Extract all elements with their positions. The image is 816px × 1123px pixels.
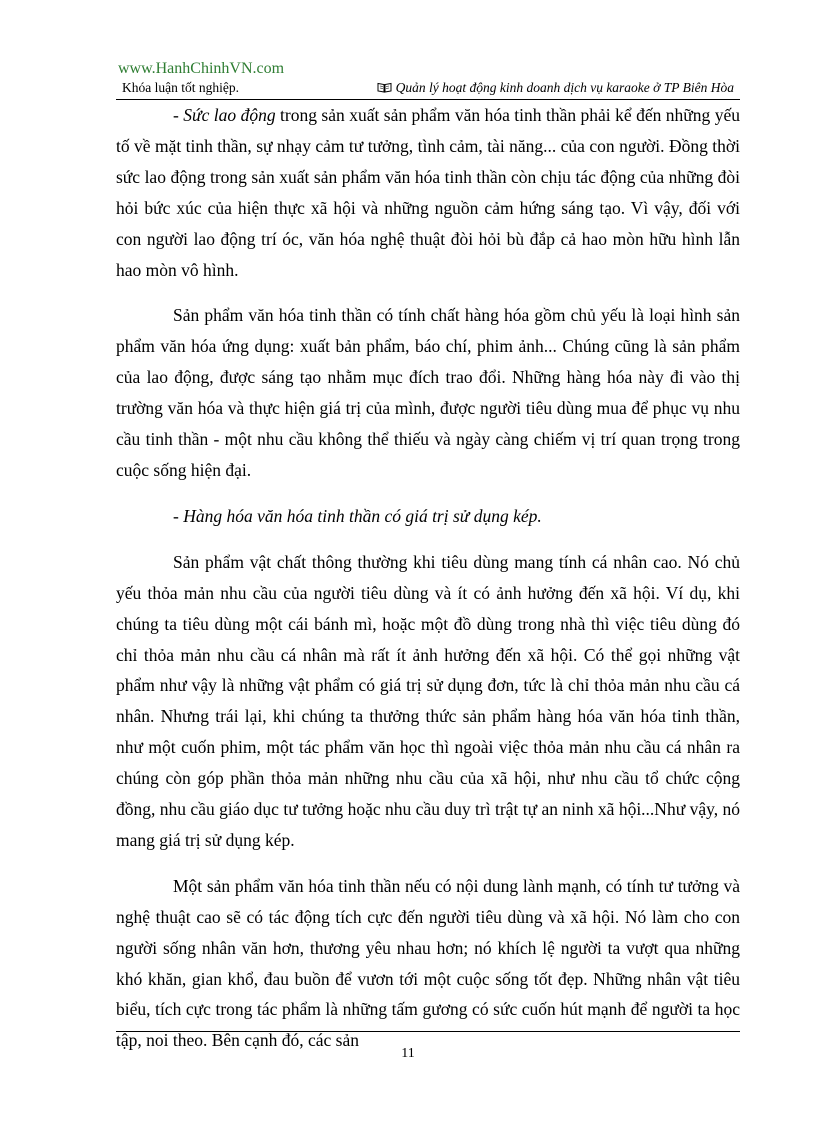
paragraph-labor — [116, 100, 740, 285]
page-header — [116, 80, 740, 100]
header-title — [377, 80, 734, 96]
header-thesis-label: Khóa luận tốt nghiệp. — [122, 80, 239, 95]
footer-divider — [116, 1031, 740, 1032]
paragraph-cultural-goods: Sản phẩm văn hóa tinh thần có tính chất hàng hóa gồm chủ yếu là loại hình sản phẩm văn hóa ứng dụng: xuất bản phẩm, báo chí, phim ảnh... Chúng cũng là sản phẩm của lao động, được sáng tạo nhằm mục đích trao đổi. Những hàng hóa này đi vào thị trường văn hóa và thực hiện giá trị của mình, được người tiêu dùng mua để phục vụ nhu cầu tinh thần - một nhu cầu không thể thiếu và ngày càng chiếm vị trí quan trọng trong cuộc sống hiện đại. — [116, 305, 740, 480]
paragraph-positive-impact: Một sản phẩm văn hóa tinh thần nếu có nội dung lành mạnh, có tính tư tưởng và nghệ thuật cao sẽ có tác động tích cực đến người tiêu dùng và xã hội. Nó làm cho con người sống nhân văn hơn, thương yêu nhau hơn; nó khích lệ người ta vượt qua những khó khăn, gian khổ, đau buồn để vươn tới một cuộc sống tốt đẹp. Những nhân vật tiêu biểu, tích cực trong tác phẩm là những tấm gương có sức cuốn hút mạnh để người ta học tập, noi theo. Bên cạnh đó, các sản — [116, 875, 740, 1051]
book-icon — [377, 82, 392, 93]
paragraph-dual-value-heading: - Hàng hóa văn hóa tinh thần có giá trị sử dụng kép. — [173, 505, 542, 526]
header-title-text: Quản lý hoạt động kinh doanh dịch vụ karaoke ở TP Biên Hòa — [395, 80, 734, 95]
site-link[interactable]: www.HanhChinhVN.com — [118, 60, 285, 77]
page-number: 11 — [401, 1046, 415, 1061]
paragraph-labor-lead: - Sức lao động — [173, 105, 276, 125]
paragraph-labor-text: trong sản xuất sản phẩm văn hóa tinh thần phải kể đến những yếu tố về mặt tinh thần, sự nhạy cảm tư tưởng, tình cảm, tài năng... của con người. Đồng thời sức lao động trong sản xuất sản phẩm văn hóa tinh thần còn chịu tác động của những đòi hỏi bức xúc của hiện thực xã hội và những nguồn cảm hứng sáng tạo. Vì vậy, đối với con người lao động trí óc, văn hóa nghệ thuật đòi hỏi bù đắp cả hao mòn hữu hình lẫn hao mòn vô hình. — [116, 105, 740, 280]
paragraph-material-products: Sản phẩm vật chất thông thường khi tiêu dùng mang tính cá nhân cao. Nó chủ yếu thỏa mản nhu cầu của người tiêu dùng và ít có ảnh hưởng đến xã hội. Ví dụ, khi chúng ta tiêu dùng một cái bánh mì, hoặc một đồ dùng trong nhà thì việc tiêu dùng đó chỉ thỏa mản nhu cầu cá nhân mà rất ít ảnh hưởng đến xã hội. Có thể gọi những vật phẩm như vậy là những vật phẩm có giá trị sử dụng đơn, tức là chỉ thỏa mản nhu cầu cá nhân. Nhưng trái lại, khi chúng ta thưởng thức sản phẩm hàng hóa văn hóa tinh thần, như một cuốn phim, một tác phẩm văn học thì ngoài việc thỏa mản nhu cầu cá nhân ra chúng còn góp phần thỏa mản những nhu cầu của xã hội, như nhu cầu tổ chức cộng đồng, nhu cầu giáo dục tư tưởng hoặc nhu cầu duy trì trật tự an ninh xã hội...Như vậy, nó mang giá trị sử dụng kép. — [116, 551, 740, 850]
page-body — [116, 100, 740, 1056]
